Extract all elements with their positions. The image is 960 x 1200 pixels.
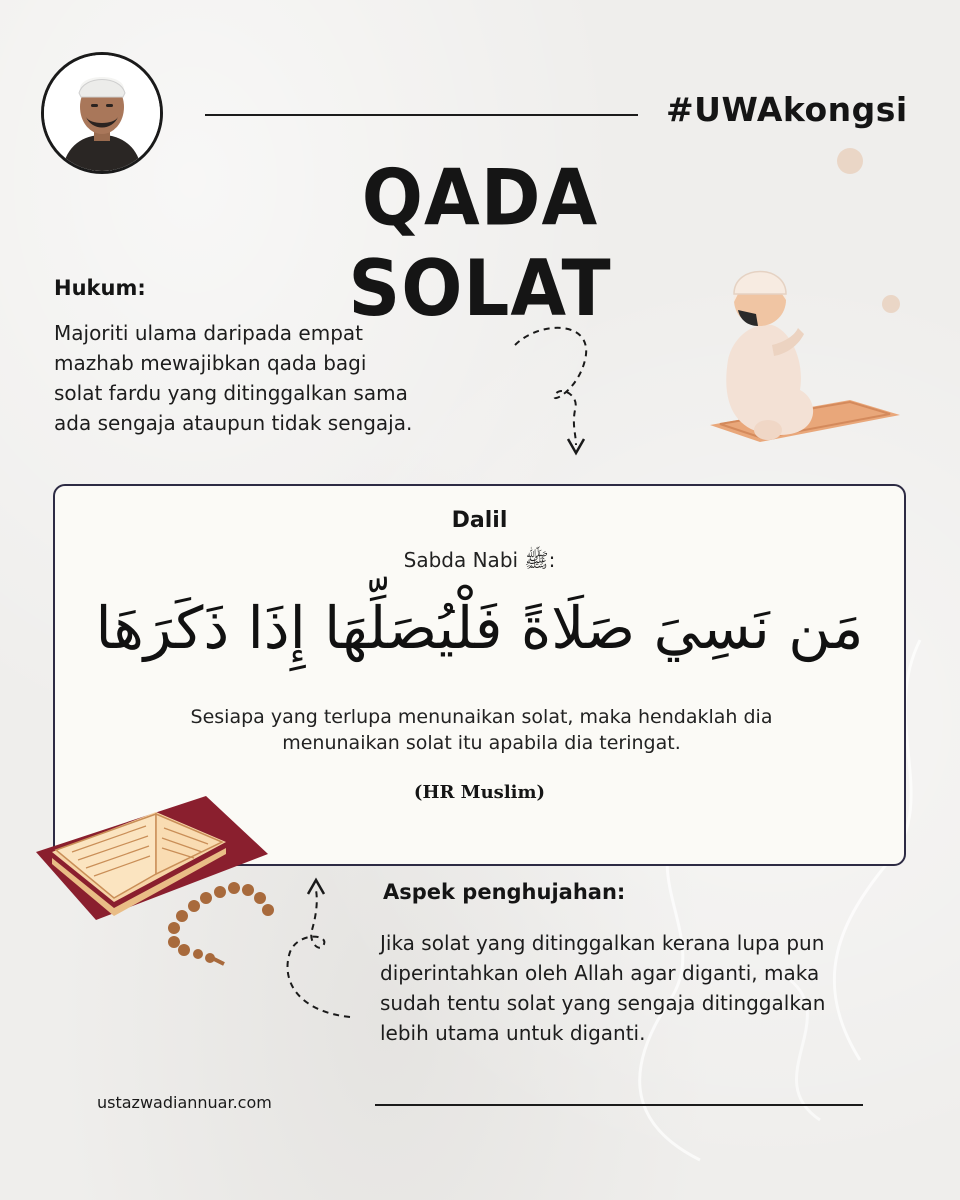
hukum-text <box>54 318 494 438</box>
aspek-line: lebih utama untuk diganti. <box>380 1021 646 1045</box>
aspek-text <box>380 928 940 1048</box>
hadith-arabic: مَن نَسِيَ صَلَاةً فَلْيُصَلِّهَا إِذَا ذَكَرَهَا <box>95 594 864 662</box>
hadith-source: (HR Muslim) <box>413 782 546 803</box>
translation-line: menunaikan solat itu apabila dia teringat. <box>282 732 681 754</box>
aspek-line: Jika solat yang ditinggalkan kerana lupa pun <box>380 931 825 955</box>
dalil-intro: Sabda Nabi ﷺ: <box>403 548 556 572</box>
hukum-line: mazhab mewajibkan qada bagi <box>54 351 367 375</box>
page-title: QADA SOLAT <box>348 152 612 334</box>
header-divider <box>205 114 638 116</box>
hukum-line: solat fardu yang ditinggalkan sama <box>54 381 408 405</box>
dashed-arrow-down-icon <box>500 315 610 460</box>
hukum-label: Hukum: <box>54 276 146 300</box>
dalil-heading: Dalil <box>451 508 508 533</box>
hukum-line: Majoriti ulama daripada empat <box>54 321 363 345</box>
avatar-portrait <box>44 55 160 171</box>
dashed-arrow-up-icon <box>280 872 360 1024</box>
footer-divider <box>375 1104 863 1106</box>
prayer-beads-icon <box>160 878 280 970</box>
aspek-line: sudah tentu solat yang sengaja ditinggalkan <box>380 991 826 1015</box>
aspek-line: diperintahkan oleh Allah agar diganti, maka <box>380 961 820 985</box>
hashtag: #UWAkongsi <box>666 90 908 129</box>
decorative-dot <box>837 148 863 174</box>
aspek-label: Aspek penghujahan: <box>383 880 626 904</box>
praying-child-illustration <box>700 250 910 450</box>
hadith-translation <box>95 704 868 756</box>
translation-line: Sesiapa yang terlupa menunaikan solat, maka hendaklah dia <box>190 706 773 728</box>
website-link[interactable]: ustazwadiannuar.com <box>97 1093 272 1112</box>
avatar <box>41 52 163 174</box>
hukum-line: ada sengaja ataupun tidak sengaja. <box>54 411 413 435</box>
